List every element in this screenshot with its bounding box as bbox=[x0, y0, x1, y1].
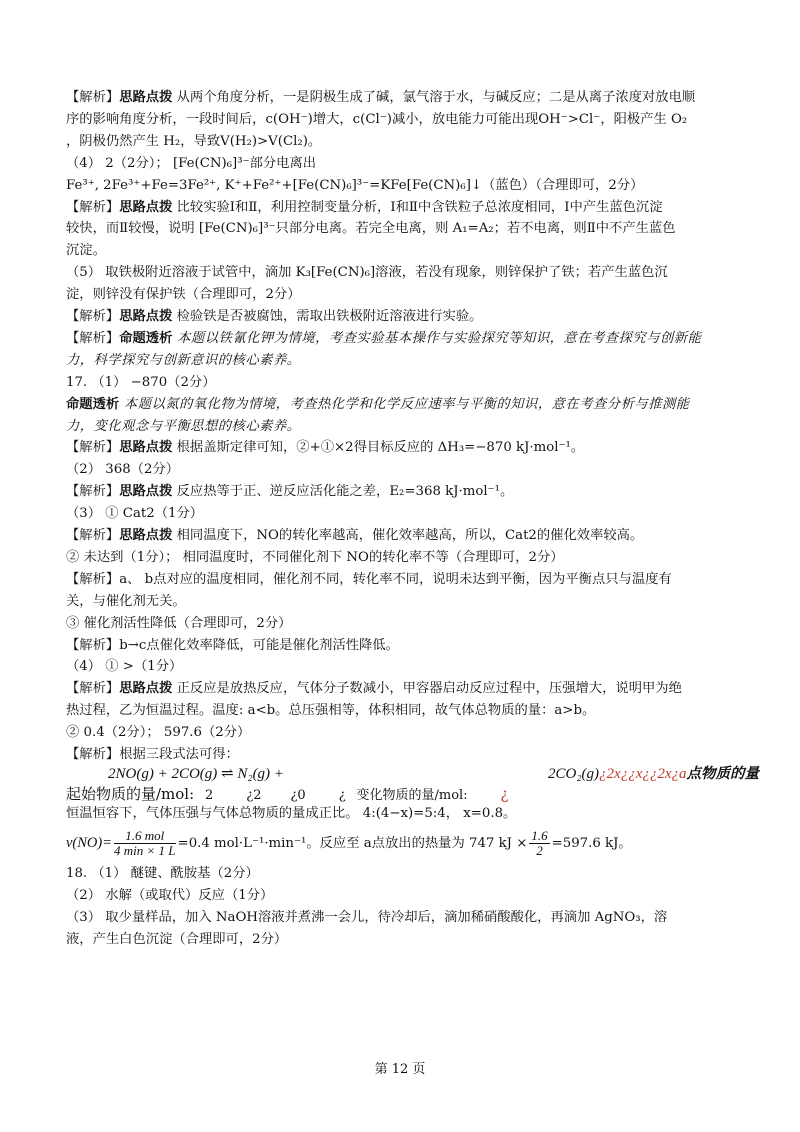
lines-line bbox=[66, 438, 760, 458]
line-bold: 思路点拨 bbox=[119, 681, 173, 697]
lines-line bbox=[66, 110, 760, 130]
line-text: （3） ① Cat2（1分） bbox=[66, 506, 204, 522]
lines-line bbox=[66, 417, 760, 437]
lines-line bbox=[66, 701, 760, 721]
line-text: 较快，而Ⅱ较慢，说明 [Fe(CN)₆]³⁻只部分电离。若完全电离，则 A₁=A₂；若不电离，则Ⅱ中不产生蓝色 bbox=[66, 221, 676, 237]
tail-line bbox=[66, 930, 760, 950]
rate-line bbox=[66, 826, 760, 861]
line-pre: 【解析】 bbox=[66, 637, 120, 653]
equation-garbled: ¿2x¿¿x¿¿2x¿a bbox=[599, 766, 687, 782]
line-text: ② 0.4（2分）； 597.6（2分） bbox=[66, 725, 251, 741]
line-text: （3） 取少量样品，加入 NaOH溶液并煮沸一会儿，待冷却后，滴加稀硝酸酸化，再滴加 AgNO₃，溶 bbox=[66, 910, 668, 925]
lines-line bbox=[66, 285, 760, 305]
line-pre: 【解析】 bbox=[66, 90, 120, 105]
line-bold: 思路点拨 bbox=[119, 199, 173, 215]
line-text: 相同温度下，NO的转化率越高，催化效率越高，所以，Cat2的催化效率较高。 bbox=[172, 528, 644, 543]
line-text: （4） ① >（1分） bbox=[66, 659, 183, 675]
page-number: 第 12 页 bbox=[374, 1062, 426, 1077]
line-kai: 本题以铁氰化钾为情境，考查实验基本操作与实验探究等知识，意在考查探究与创新能 bbox=[172, 330, 702, 346]
tail-line bbox=[66, 886, 760, 906]
line-text: 17. （1） −870（2分） bbox=[66, 374, 216, 390]
line-text: ③ 催化剂活性降低（合理即可，2分） bbox=[66, 615, 292, 631]
lines-line bbox=[66, 395, 760, 415]
line-kai: 力，变化观念与平衡思想的核心素养。 bbox=[66, 418, 301, 434]
line-text: 热过程，乙为恒温过程。温度: a<b。总压强相等，体积相同，故气体总物质的量：a>b。 bbox=[66, 703, 596, 719]
lines-line bbox=[66, 263, 760, 283]
lines-line bbox=[66, 504, 760, 524]
line-pre: 【解析】 bbox=[66, 571, 120, 587]
lines-line bbox=[66, 241, 760, 261]
equation-overflow: 点物质的量 bbox=[686, 766, 760, 782]
line-bold: 思路点拨 bbox=[119, 484, 173, 500]
line-text: b→c点催化效率降低，可能是催化剂活性降低。 bbox=[119, 637, 399, 653]
line-text: 18. （1） 醚键、酰胺基（2分） bbox=[66, 866, 259, 881]
equation-product-formula: 2CO₂(g) bbox=[548, 766, 600, 782]
lines-line bbox=[66, 636, 760, 656]
line-bold: 思路点拨 bbox=[119, 309, 173, 324]
line-kai: 力，科学探究与创新意识的核心素养。 bbox=[66, 352, 301, 368]
initial-values: 2 ¿2 ¿0 ¿ bbox=[204, 788, 346, 803]
lines-line bbox=[66, 132, 760, 152]
line-pre: 【解析】 bbox=[66, 681, 120, 697]
line-kai: 本题以氮的氧化物为情境，考查热化学和化学反应速率与平衡的知识，意在考查分析与推测能 bbox=[119, 396, 690, 412]
equation-product bbox=[548, 764, 760, 784]
lines-line bbox=[66, 482, 760, 502]
line-pre: 【解析】 bbox=[66, 199, 120, 215]
line-text: 关，与催化剂无关。 bbox=[66, 593, 186, 609]
line-bold: 命题透析 bbox=[66, 396, 120, 412]
line-text: 沉淀。 bbox=[66, 243, 106, 259]
lines-line bbox=[66, 307, 760, 327]
line-bold: 思路点拨 bbox=[119, 440, 173, 456]
line-text: 淀，则锌没有保护铁（合理即可，2分） bbox=[66, 287, 301, 303]
lines-line bbox=[66, 198, 760, 218]
line-text: ，阴极仍然产生 H₂，导致V(H₂)>V(Cl₂)。 bbox=[66, 133, 322, 149]
rate-fraction-2 bbox=[529, 829, 549, 858]
lines-line bbox=[66, 329, 760, 349]
line-pre: 【解析】 bbox=[66, 309, 120, 324]
line-text: 比较实验Ⅰ和Ⅱ，利用控制变量分析，Ⅰ和Ⅱ中含铁粒子总浓度相同，Ⅰ中产生蓝色沉淀 bbox=[172, 199, 663, 215]
line-text: 序的影响角度分析，一段时间后，c(OH⁻)增大，c(Cl⁻)减小，放电能力可能出现OH⁻>Cl⁻，阳极产生 O₂ bbox=[66, 111, 688, 127]
rate-end: =597.6 kJ。 bbox=[551, 836, 632, 851]
line-text: （5） 取铁极附近溶液于试管中，滴加 K₃[Fe(CN)₆]溶液，若没有现象，则锌保护了铁；若产生蓝色沉 bbox=[66, 265, 668, 281]
line-text: 根据盖斯定律可知，②+①×2得目标反应的 ΔH₃=−870 kJ·mol⁻¹。 bbox=[172, 440, 585, 456]
lines-line bbox=[66, 570, 760, 590]
line-text: 反应热等于正、逆反应活化能之差，E₂=368 kJ·mol⁻¹。 bbox=[172, 484, 514, 500]
rate-lhs: v(NO)= bbox=[66, 835, 113, 851]
line-text: Fe³⁺, 2Fe³⁺+Fe=3Fe²⁺, K⁺+Fe²⁺+[Fe(CN)₆]³⁻=KFe[Fe(CN)₆]↓（蓝色）（合理即可，2分） bbox=[66, 177, 644, 193]
lines-line bbox=[66, 351, 760, 371]
line-text: 检验铁是否被腐蚀，需取出铁极附近溶液进行实验。 bbox=[172, 309, 483, 324]
change-mark: ¿ bbox=[500, 785, 509, 803]
line-bold: 思路点拨 bbox=[119, 528, 173, 543]
lines-line bbox=[66, 614, 760, 634]
line-text: ② 未达到（1分）； 相同温度时，不同催化剂下 NO的转化率不等（合理即可，2分） bbox=[66, 549, 564, 565]
lines-line bbox=[66, 154, 760, 174]
rate-num-2: 1.6 bbox=[531, 828, 548, 843]
change-label: 变化物质的量/mol: bbox=[356, 788, 468, 803]
line-text: （2） 水解（或取代）反应（1分） bbox=[66, 888, 274, 903]
pressure-line: 恒温恒容下，气体压强与气体总物质的量成正比。 4:(4−x)=5:4， x=0.8。 bbox=[66, 806, 517, 821]
lines-line bbox=[66, 723, 760, 743]
line-pre: 【解析】 bbox=[66, 440, 120, 456]
line-bold: 思路点拨 bbox=[119, 90, 173, 105]
line-text: （4） 2（2分）； [Fe(CN)₆]³⁻部分电离出 bbox=[66, 155, 317, 171]
lines-line bbox=[66, 373, 760, 393]
line-text: 根据三段式法可得： bbox=[119, 747, 239, 762]
equation-reactants: 2NO(g) + 2CO(g) ⇌ N₂(g) + bbox=[108, 766, 284, 782]
line-pre: 【解析】 bbox=[66, 484, 120, 500]
lines-line bbox=[66, 526, 760, 546]
line-pre: 【解析】 bbox=[66, 747, 120, 762]
lines-line bbox=[66, 548, 760, 568]
lines-line bbox=[66, 657, 760, 677]
lines-line bbox=[66, 679, 760, 699]
rate-den-2: 2 bbox=[536, 843, 543, 858]
line-text: 从两个角度分析，一是阴极生成了碱，氯气溶于水，与碱反应；二是从离子浓度对放电顺 bbox=[172, 90, 696, 105]
initial-row bbox=[66, 784, 760, 806]
line-pre: 【解析】 bbox=[66, 528, 120, 543]
line-text: a、 b点对应的温度相同，催化剂不同，转化率不同，说明未达到平衡，因为平衡点只与温度有 bbox=[119, 571, 672, 587]
tail-line bbox=[66, 908, 760, 928]
rate-num-1: 1.6 mol bbox=[114, 829, 176, 844]
line-text: 正反应是放热反应，气体分子数减小，甲容器启动反应过程中，压强增大，说明甲为绝 bbox=[172, 681, 682, 697]
line-pre: 【解析】 bbox=[66, 330, 120, 346]
line-text: （2） 368（2分） bbox=[66, 462, 180, 478]
initial-label: 起始物质的量/mol: bbox=[66, 785, 195, 803]
line-text: 液，产生白色沉淀（合理即可，2分） bbox=[66, 932, 288, 947]
lines-line bbox=[66, 460, 760, 480]
lines-line bbox=[66, 745, 760, 765]
lines-line bbox=[66, 219, 760, 239]
lines-line bbox=[66, 176, 760, 196]
tail-line bbox=[66, 864, 760, 884]
rate-rhs: =0.4 mol·L⁻¹·min⁻¹。反应至 a点放出的热量为 747 kJ × bbox=[177, 836, 528, 851]
rate-den-1: 4 min × 1 L bbox=[114, 843, 176, 858]
line-bold: 命题透析 bbox=[119, 330, 173, 346]
lines-line bbox=[66, 592, 760, 612]
lines-line bbox=[66, 88, 760, 108]
rate-fraction-1 bbox=[114, 829, 176, 858]
